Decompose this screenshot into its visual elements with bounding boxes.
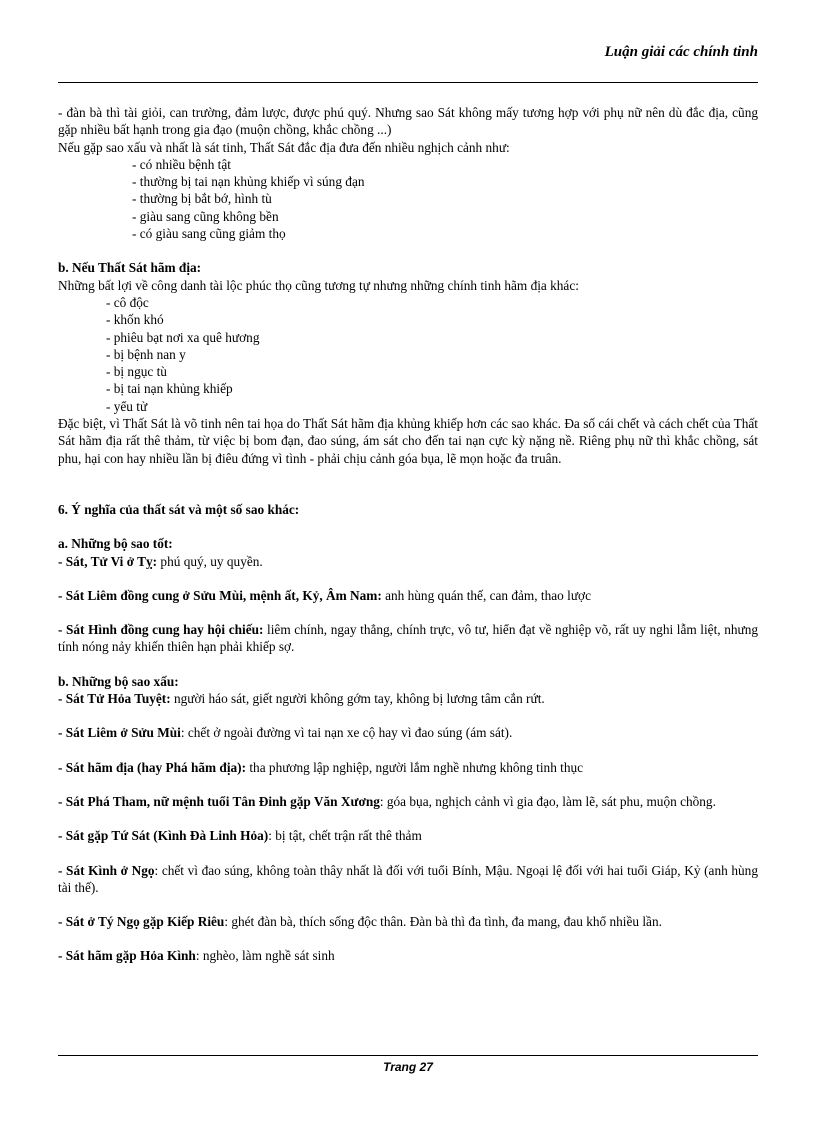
header-rule [58, 82, 758, 83]
combo-term: - Sát hãm gặp Hỏa Kình [58, 948, 196, 964]
combo-term: - Sát Liêm đồng cung ở Sửu Mùi, mệnh ất, Kỷ, Âm Nam: [58, 587, 382, 603]
page-header-title: Luận giải các chính tinh [604, 44, 758, 60]
combo-term: - Sát Hình đồng cung hay hội chiếu: [58, 622, 264, 638]
good-combo-item [58, 553, 758, 570]
bad-combo-item [58, 827, 758, 844]
list-item: - phiêu bạt nơi xa quê hương [106, 329, 260, 345]
section-b-paragraph: Đặc biệt, vì Thất Sát là võ tinh nên tai họa do Thất Sát hãm địa khủng khiếp hơn các sao khác. Đa số cái chết và cách chết của Thất Sát hãm địa rất thê thảm, từ việc bị bom đạn, đao súng, ám sát cho đến tai nạn cực kỳ nặng nề. Riêng phụ nữ thì khắc chồng, sát phu, hại con hay nhiều lần bị điêu đứng vì tình - phải chịu cảnh góa bụa, lẽ mọn hoặc đa truân. [58, 416, 758, 466]
combo-desc: : ghét đàn bà, thích sống độc thân. Đàn bà thì đa tình, đa mang, đau khổ nhiều lần. [224, 914, 662, 930]
section-b-heading: b. Nếu Thất Sát hãm địa: [58, 260, 202, 276]
adversity-list [58, 156, 758, 242]
bad-combo-item [58, 793, 758, 810]
list-item: - bị ngục tù [106, 364, 167, 380]
combo-desc: tha phương lập nghiệp, người lắm nghề nhưng không tinh thục [246, 759, 584, 775]
ham-dia-list [58, 294, 758, 415]
good-combos-heading: a. Những bộ sao tốt: [58, 536, 173, 552]
list-item: - thường bị tai nạn khủng khiếp vì súng đạn [132, 174, 365, 190]
combo-desc: phú quý, uy quyền. [157, 553, 263, 569]
combo-desc: : bị tật, chết trận rất thê thảm [268, 828, 422, 844]
list-item: - thường bị bắt bớ, hình tù [132, 191, 272, 207]
bad-combo-item [58, 947, 758, 964]
good-combo-item [58, 621, 758, 656]
list-item: - có giàu sang cũng giảm thọ [132, 226, 286, 242]
combo-desc: : góa bụa, nghịch cảnh vì gia đạo, làm lẽ, sát phu, muộn chồng. [379, 793, 716, 809]
bad-combo-item [58, 690, 758, 707]
good-combo-item [58, 587, 758, 604]
intro-condition: Nếu gặp sao xấu và nhất là sát tinh, Thất Sát đắc địa đưa đến nhiều nghịch cảnh như: [58, 139, 510, 155]
list-item: - bị bệnh nan y [106, 346, 186, 362]
page-number: Trang 27 [383, 1060, 433, 1074]
combo-term: - Sát Kình ở Ngọ [58, 862, 155, 878]
section-6-heading: 6. Ý nghĩa của thất sát và một số sao khác: [58, 501, 300, 517]
bad-combo-item [58, 913, 758, 930]
list-item: - bị tai nạn khủng khiếp [106, 381, 233, 397]
footer-rule [58, 1055, 758, 1056]
combo-term: - Sát gặp Tứ Sát (Kình Đà Linh Hỏa) [58, 828, 269, 844]
list-item: - cô độc [106, 294, 149, 310]
combo-desc: anh hùng quán thế, can đảm, thao lược [381, 587, 591, 603]
combo-desc: người háo sát, giết người không gớm tay, không bị lương tâm cắn rứt. [170, 691, 545, 707]
bad-combos-heading: b. Những bộ sao xấu: [58, 673, 179, 689]
combo-desc: : chết vì đao súng, không toàn thây nhất là đối với tuổi Bính, Mậu. Ngoại lệ đối với hai tuổi Giáp, Kỷ (anh hùng tài thế). [58, 862, 758, 895]
bad-combo-item [58, 724, 758, 741]
intro-paragraph: - đàn bà thì tài giỏi, can trường, đảm lược, được phú quý. Nhưng sao Sát không mấy tương hợp với phụ nữ nên dù đắc địa, cũng gặp nhiều bất hạnh trong gia đạo (muộn chồng, khắc chồng ...) [58, 105, 758, 138]
bad-combo-item [58, 759, 758, 776]
combo-term: - Sát Liêm ở Sửu Mùi [58, 725, 181, 741]
page-content [58, 104, 758, 965]
combo-desc: liêm chính, ngay thẳng, chính trực, vô tư, hiển đạt về nghiệp võ, rất uy nghi lẫm liệt, nhưng tính nóng nảy khiến thiên hạn phải khiếp sợ. [58, 622, 758, 655]
combo-term: - Sát Tử Hỏa Tuyệt: [58, 691, 171, 707]
list-item: - yểu tử [106, 398, 148, 414]
combo-term: - Sát hãm địa (hay Phá hãm địa): [58, 759, 247, 775]
combo-desc: : chết ở ngoài đường vì tai nạn xe cộ hay vì đao súng (ám sát). [180, 725, 513, 741]
combo-term: - Sát, Tử Vi ở Tỵ: [58, 553, 158, 569]
combo-term: - Sát ở Tý Ngọ gặp Kiếp Riêu [58, 914, 225, 930]
list-item: - có nhiều bệnh tật [132, 156, 231, 172]
combo-term: - Sát Phá Tham, nữ mệnh tuổi Tân Đinh gặp Văn Xương [58, 793, 380, 809]
list-item: - giàu sang cũng không bền [132, 208, 279, 224]
combo-desc: : nghèo, làm nghề sát sinh [195, 948, 335, 964]
list-item: - khốn khó [106, 312, 164, 328]
bad-combo-item [58, 862, 758, 897]
section-b-intro: Những bất lợi về công danh tài lộc phúc thọ cũng tương tự nhưng những chính tinh hãm địa khác: [58, 277, 579, 293]
